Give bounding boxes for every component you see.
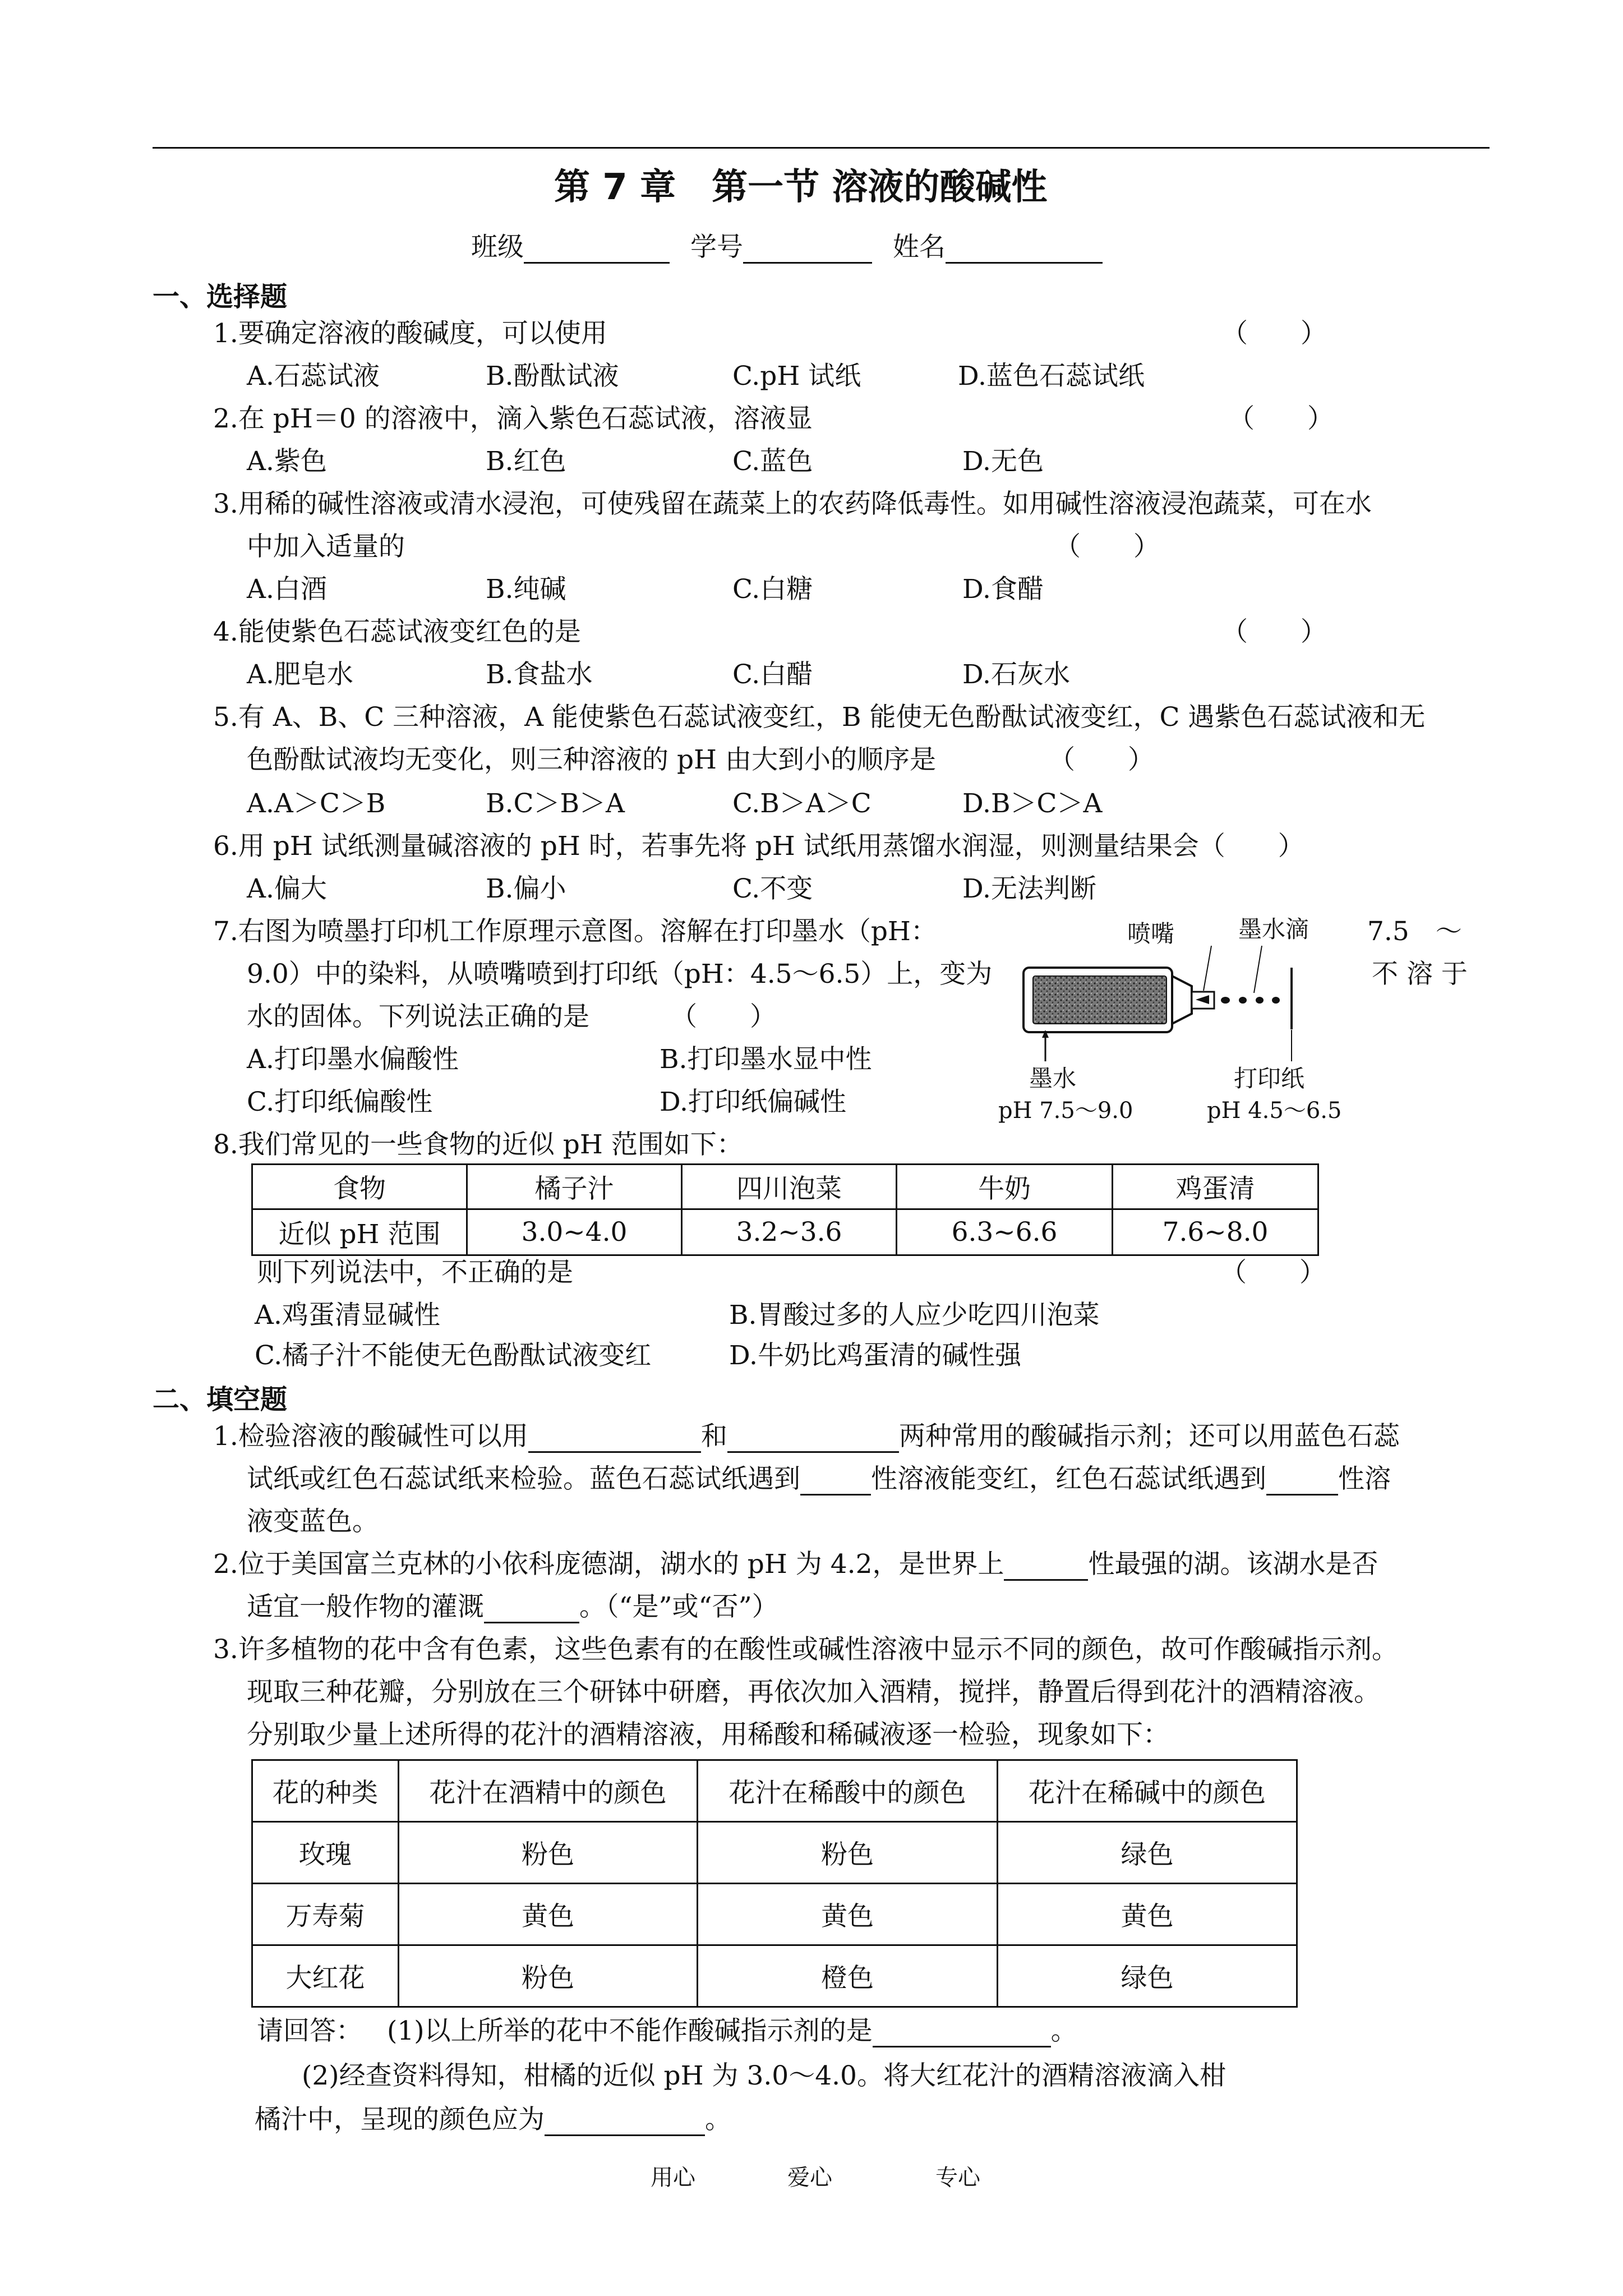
table-cell: 花的种类 bbox=[252, 1760, 399, 1822]
f3-q2-end: 。 bbox=[705, 2104, 731, 2135]
label-paper-ph: pH 4.5～6.5 bbox=[1207, 1098, 1342, 1124]
table-cell: 食物 bbox=[252, 1165, 467, 1209]
page-title: 第 7 章 第一节 溶液的酸碱性 bbox=[554, 167, 1048, 208]
f1-text: 两种常用的酸碱指示剂；还可以用蓝色石蕊 bbox=[898, 1421, 1400, 1452]
f3-q2-text: 橘汁中，呈现的颜色应为 bbox=[255, 2104, 545, 2135]
q8-ask: 则下列说法中，不正确的是 bbox=[257, 1257, 573, 1288]
label-ink-ph: pH 7.5～9.0 bbox=[998, 1098, 1133, 1124]
q6-option-a: A.偏大 bbox=[247, 873, 327, 904]
f1-line1 bbox=[213, 1420, 1400, 1453]
class-blank[interactable] bbox=[524, 237, 670, 264]
table-row bbox=[252, 1884, 1297, 1945]
q8-option-d: D.牛奶比鸡蛋清的碱性强 bbox=[729, 1340, 1021, 1371]
label-nozzle: 喷嘴 bbox=[1127, 920, 1175, 947]
q2-option-d: D.无色 bbox=[962, 446, 1044, 477]
q3-option-d: D.食醋 bbox=[962, 574, 1044, 605]
table-cell: 近似 pH 范围 bbox=[252, 1209, 467, 1255]
f2-blank-2[interactable] bbox=[484, 1597, 579, 1623]
f1-text: 性溶液能变红，红色石蕊试纸遇到 bbox=[871, 1464, 1266, 1494]
f1-text: 性溶 bbox=[1338, 1464, 1391, 1494]
q4-option-a: A.肥皂水 bbox=[247, 659, 353, 690]
q1-option-d: D.蓝色石蕊试纸 bbox=[958, 361, 1145, 392]
q4-option-c: C.白醋 bbox=[732, 659, 813, 690]
f3-line3: 分别取少量上述所得的花汁的酒精溶液，用稀酸和稀碱液逐一检验，现象如下： bbox=[247, 1719, 1169, 1750]
q7-stem-line2-right: 不 溶 于 bbox=[1372, 959, 1468, 990]
table-cell: 黄色 bbox=[399, 1884, 698, 1945]
f3-line1: 3.许多植物的花中含有色素，这些色素有的在酸性或碱性溶液中显示不同的颜色，故可作酸碱指示剂。 bbox=[213, 1634, 1398, 1665]
table-row bbox=[252, 1209, 1318, 1255]
f2-line2 bbox=[247, 1591, 778, 1623]
table-cell: 四川泡菜 bbox=[682, 1165, 897, 1209]
f1-blank-1[interactable] bbox=[528, 1427, 701, 1453]
id-label: 学号 bbox=[690, 232, 743, 263]
table-cell: 橙色 bbox=[698, 1945, 998, 2007]
q7-stem-line3: 水的固体。下列说法正确的是 bbox=[247, 1001, 589, 1032]
q3-option-c: C.白糖 bbox=[732, 574, 813, 605]
table-header-row bbox=[252, 1760, 1297, 1822]
nozzle-taper bbox=[1172, 976, 1192, 1024]
q5-stem-line1: 5.有 A、B、C 三种溶液，A 能使紫色石蕊试液变红，B 能使无色酚酞试液变红，C 遇紫色石蕊试液和无 bbox=[213, 702, 1426, 733]
f1-line2 bbox=[247, 1463, 1391, 1496]
f1-blank-3[interactable] bbox=[800, 1469, 871, 1496]
f3-question-2: (2)经查资料得知，柑橘的近似 pH 为 3.0～4.0。将大红花汁的酒精溶液滴入柑 bbox=[302, 2060, 1226, 2091]
q1-option-a: A.石蕊试液 bbox=[247, 361, 380, 392]
f2-text: 。（“是”或“否”） bbox=[579, 1591, 778, 1622]
q5-option-c: C.B＞A＞C bbox=[732, 788, 872, 819]
ink-fill bbox=[1033, 976, 1166, 1024]
q2-stem: 2.在 pH＝0 的溶液中，滴入紫色石蕊试液，溶液显 bbox=[213, 403, 813, 434]
q1-stem: 1.要确定溶液的酸碱度，可以使用 bbox=[213, 318, 607, 349]
f1-line3: 液变蓝色。 bbox=[247, 1506, 379, 1537]
table-cell: 万寿菊 bbox=[252, 1884, 399, 1945]
ink-drop bbox=[1221, 997, 1230, 1004]
q7-option-b: B.打印墨水显中性 bbox=[660, 1044, 872, 1075]
table-row bbox=[252, 1945, 1297, 2007]
q2-answer-paren[interactable]: （ ） bbox=[1228, 403, 1334, 434]
q3-stem-line2: 中加入适量的 bbox=[247, 531, 405, 562]
table-cell: 绿色 bbox=[998, 1822, 1297, 1884]
section-heading-fill: 二、填空题 bbox=[153, 1384, 288, 1415]
q7-option-c: C.打印纸偏酸性 bbox=[247, 1087, 433, 1117]
f2-blank-1[interactable] bbox=[1004, 1554, 1088, 1581]
label-ink: 墨水 bbox=[1029, 1065, 1077, 1092]
f1-blank-2[interactable] bbox=[727, 1427, 899, 1453]
table-header-row bbox=[252, 1165, 1318, 1209]
name-label: 姓名 bbox=[892, 232, 946, 263]
f3-q1-text: (1)以上所举的花中不能作酸碱指示剂的是 bbox=[387, 2016, 873, 2046]
q5-answer-paren[interactable]: （ ） bbox=[1049, 744, 1154, 775]
table-cell: 7.6~8.0 bbox=[1113, 1209, 1318, 1255]
id-blank[interactable] bbox=[743, 237, 872, 264]
section-heading-choice: 一、选择题 bbox=[153, 281, 288, 312]
q4-option-b: B.食盐水 bbox=[486, 659, 593, 690]
ink-drop bbox=[1256, 997, 1264, 1004]
f2-text: 性最强的湖。该湖水是否 bbox=[1088, 1549, 1378, 1580]
food-ph-table bbox=[251, 1163, 1319, 1256]
q8-stem: 8.我们常见的一些食物的近似 pH 范围如下： bbox=[213, 1129, 743, 1160]
table-cell: 牛奶 bbox=[897, 1165, 1113, 1209]
q5-option-d: D.B＞C＞A bbox=[962, 788, 1103, 819]
table-cell: 3.2~3.6 bbox=[682, 1209, 897, 1255]
q7-answer-paren[interactable]: （ ） bbox=[671, 1001, 776, 1032]
f3-q1-end: 。 bbox=[1050, 2016, 1077, 2046]
q7-option-d: D.打印纸偏碱性 bbox=[660, 1087, 846, 1117]
q6-option-b: B.偏小 bbox=[486, 873, 566, 904]
table-cell: 3.0~4.0 bbox=[467, 1209, 682, 1255]
f3-q1-blank[interactable] bbox=[873, 2021, 1051, 2047]
table-cell: 花汁在稀酸中的颜色 bbox=[698, 1760, 998, 1822]
ink-drop bbox=[1239, 997, 1247, 1004]
f3-line2: 现取三种花瓣，分别放在三个研钵中研磨，再依次加入酒精，搅拌，静置后得到花汁的酒精溶液。 bbox=[247, 1677, 1380, 1708]
q2-option-c: C.蓝色 bbox=[732, 446, 813, 477]
table-cell: 大红花 bbox=[252, 1945, 399, 2007]
table-row bbox=[252, 1822, 1297, 1884]
f3-q-intro: 请回答： bbox=[257, 2016, 362, 2046]
inkjet-printer-diagram bbox=[998, 914, 1357, 1128]
q3-option-b: B.纯碱 bbox=[486, 574, 566, 605]
q7-stem-line1: 7.右图为喷墨打印机工作原理示意图。溶解在打印墨水（pH： bbox=[213, 916, 937, 947]
q8-option-c: C.橘子汁不能使无色酚酞试液变红 bbox=[255, 1340, 652, 1371]
table-cell: 鸡蛋清 bbox=[1113, 1165, 1318, 1209]
table-cell: 粉色 bbox=[698, 1822, 998, 1884]
top-rule bbox=[153, 147, 1490, 149]
q3-stem-line1: 3.用稀的碱性溶液或清水浸泡，可使残留在蔬菜上的农药降低毒性。如用碱性溶液浸泡蔬菜，可在水 bbox=[213, 489, 1372, 519]
table-cell: 花汁在稀碱中的颜色 bbox=[998, 1760, 1297, 1822]
name-blank[interactable] bbox=[946, 237, 1103, 264]
q7-stem-line1-right: 7.5 ～ bbox=[1367, 916, 1462, 947]
q4-stem: 4.能使紫色石蕊试液变红色的是 bbox=[213, 616, 581, 647]
q5-stem-line2: 色酚酞试液均无变化，则三种溶液的 pH 由大到小的顺序是 bbox=[247, 744, 936, 775]
q3-option-a: A.白酒 bbox=[247, 574, 327, 605]
f2-line1 bbox=[213, 1548, 1378, 1581]
table-cell: 玫瑰 bbox=[252, 1822, 399, 1884]
f1-text: 1.检验溶液的酸碱性可以用 bbox=[213, 1421, 528, 1452]
q3-answer-paren[interactable]: （ ） bbox=[1054, 531, 1160, 562]
table-cell: 6.3~6.6 bbox=[897, 1209, 1113, 1255]
q5-option-b: B.C＞B＞A bbox=[486, 788, 625, 819]
label-ink-drops: 墨水滴 bbox=[1238, 915, 1310, 943]
table-cell: 粉色 bbox=[399, 1945, 698, 2007]
footer-text-3: 专心 bbox=[935, 2165, 980, 2191]
q7-option-a: A.打印墨水偏酸性 bbox=[247, 1044, 459, 1075]
q6-option-c: C.不变 bbox=[732, 873, 813, 904]
table-cell: 粉色 bbox=[399, 1822, 698, 1884]
student-info-line bbox=[471, 231, 1103, 264]
q1-option-b: B.酚酞试液 bbox=[486, 361, 619, 392]
q5-option-a: A.A＞C＞B bbox=[247, 788, 386, 819]
flower-indicator-table bbox=[251, 1759, 1298, 2008]
f3-q2-blank[interactable] bbox=[545, 2110, 705, 2136]
f3-question-1 bbox=[257, 2015, 1077, 2047]
f2-text: 适宜一般作物的灌溉 bbox=[247, 1591, 484, 1622]
table-cell: 绿色 bbox=[998, 1945, 1297, 2007]
q1-option-c: C.pH 试纸 bbox=[732, 361, 861, 392]
q6-option-d: D.无法判断 bbox=[962, 873, 1096, 904]
footer-text-2: 爱心 bbox=[787, 2165, 832, 2191]
q4-option-d: D.石灰水 bbox=[962, 659, 1070, 690]
table-cell: 花汁在酒精中的颜色 bbox=[399, 1760, 698, 1822]
q8-answer-paren[interactable]: （ ） bbox=[1220, 1257, 1326, 1288]
q2-option-b: B.红色 bbox=[486, 446, 566, 477]
f1-text: 试纸或红色石蕊试纸来检验。蓝色石蕊试纸遇到 bbox=[247, 1464, 800, 1494]
table-cell: 黄色 bbox=[998, 1884, 1297, 1945]
q7-stem-line2: 9.0）中的染料，从喷嘴喷到打印纸（pH：4.5～6.5）上，变为 bbox=[247, 959, 993, 990]
class-label: 班级 bbox=[471, 232, 524, 263]
q8-option-a: A.鸡蛋清显碱性 bbox=[255, 1300, 440, 1331]
q2-option-a: A.紫色 bbox=[247, 446, 327, 477]
f3-question-2-line2 bbox=[255, 2104, 731, 2136]
table-cell: 橘子汁 bbox=[467, 1165, 682, 1209]
q1-answer-paren[interactable]: （ ） bbox=[1221, 318, 1327, 349]
f1-text: 和 bbox=[700, 1421, 727, 1452]
label-paper: 打印纸 bbox=[1234, 1065, 1305, 1092]
ink-drop bbox=[1272, 997, 1280, 1004]
f2-text: 2.位于美国富兰克林的小依科庞德湖，湖水的 pH 为 4.2，是世界上 bbox=[213, 1549, 1004, 1580]
footer-text-1: 用心 bbox=[651, 2165, 695, 2191]
table-cell: 黄色 bbox=[698, 1884, 998, 1945]
nozzle-pointer bbox=[1204, 946, 1211, 991]
q6-stem: 6.用 pH 试纸测量碱溶液的 pH 时，若事先将 pH 试纸用蒸馏水润湿，则测量结果会（ ） bbox=[213, 831, 1304, 862]
q8-option-b: B.胃酸过多的人应少吃四川泡菜 bbox=[729, 1300, 1100, 1331]
q4-answer-paren[interactable]: （ ） bbox=[1221, 616, 1327, 647]
f1-blank-4[interactable] bbox=[1266, 1469, 1338, 1496]
drops-pointer bbox=[1254, 946, 1262, 993]
